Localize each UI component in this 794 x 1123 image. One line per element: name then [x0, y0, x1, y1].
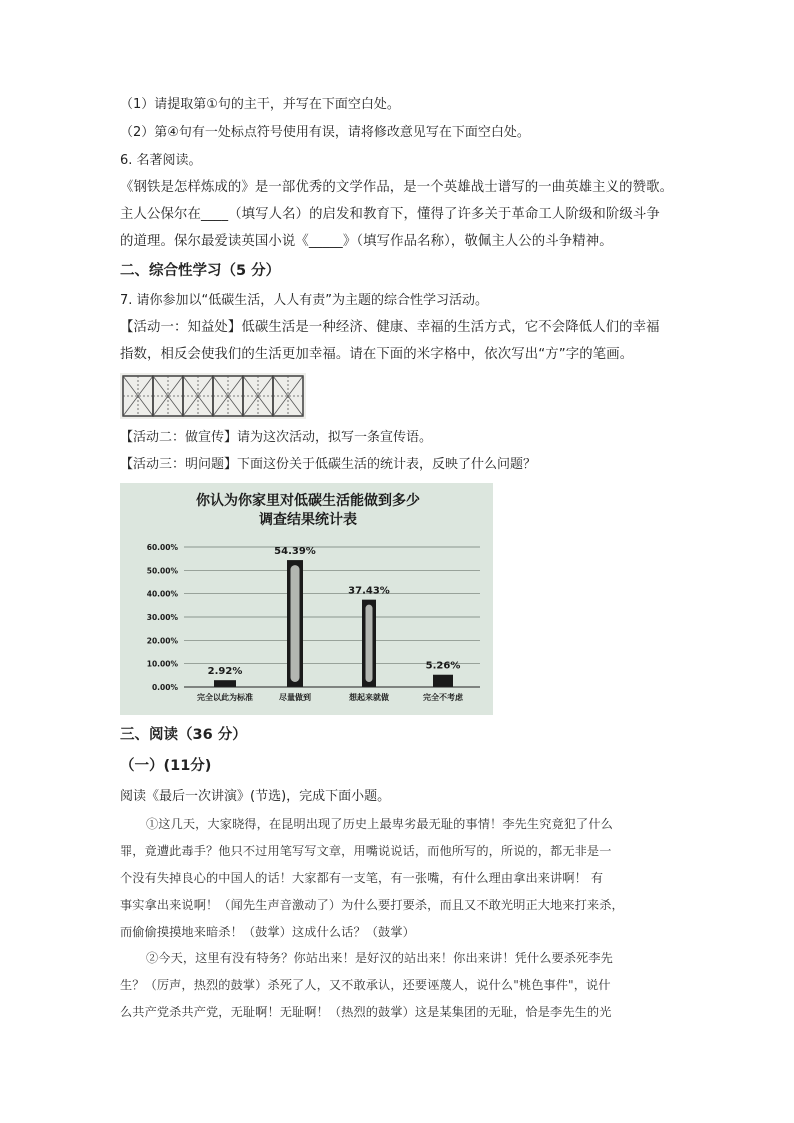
y-tick-label: 30.00%: [146, 613, 178, 622]
passage-line: 事实拿出来说啊！（闻先生声音激动了）为什么要打要杀，而且又不敢光明正大地来打来杀，: [120, 898, 624, 912]
mi-grid-cell[interactable]: [153, 376, 183, 416]
question-6-line-3: 的道理。保尔最爱读英国小说《_____》（填写作品名称），敬佩主人公的斗争精神。: [120, 234, 613, 249]
passage-line: 个没有失掉良心的中国人的话！大家都有一支笔，有一张嘴，有什么理由拿出来讲啊！ 有: [120, 871, 604, 885]
data-label: 54.39%: [274, 546, 316, 558]
question-6-line-2: 主人公保尔在____（填写人名）的启发和教育下，懂得了许多关于革命工人阶级和阶级斗争: [120, 207, 660, 222]
passage-line: 生？（厉声，热烈的鼓掌）杀死了人，又不敢承认，还要诬蔑人，说什么"桃色事件"，说什: [120, 978, 611, 992]
passage-line: ①这几天，大家晓得，在昆明出现了历史上最卑劣最无耻的事情！李先生究竟犯了什么: [146, 817, 613, 831]
chart-bar: [214, 680, 236, 687]
chart-bar: [433, 675, 453, 687]
x-tick-label: 完全不考虑: [423, 693, 463, 702]
question-6-line-1: 《钢铁是怎样炼成的》是一部优秀的文学作品，是一个英雄战士谱写的一曲英雄主义的赞歌。: [120, 180, 674, 195]
passage-line: 么共产党杀共产党，无耻啊！无耻啊！（热烈的鼓掌）这是某集团的无耻，恰是李先生的光: [120, 1005, 612, 1019]
data-label: 5.26%: [425, 660, 461, 672]
chart-title: 你认为你家里对低碳生活能做到多少: [196, 493, 420, 509]
section-3-heading: 三、阅读（36 分）: [120, 727, 247, 743]
mi-grid-cell[interactable]: [273, 376, 303, 416]
chart-bar: [287, 560, 303, 687]
question-7: 7. 请你参加以“低碳生活，人人有责”为主题的综合性学习活动。: [120, 293, 489, 308]
passage-line: ②今天，这里有没有特务？你站出来！是好汉的站出来！你出来讲！凭什么要杀死李先: [146, 951, 613, 965]
chart-bars: [214, 560, 453, 687]
question-5-1: （1）请提取第①句的主干，并写在下面空白处。: [120, 97, 400, 112]
survey-chart-svg: [120, 483, 493, 715]
passage-line: 罪，竟遭此毒手？他只不过用笔写写文章，用嘴说说话，而他所写的，所说的，都无非是一: [120, 844, 612, 858]
y-tick-label: 20.00%: [146, 636, 178, 646]
chart-data-labels: [208, 546, 461, 677]
activity-1-line-1: 【活动一：知益处】低碳生活是一种经济、健康、幸福的生活方式，它不会降低人们的幸福: [120, 320, 660, 335]
mi-grid-cell[interactable]: [213, 376, 243, 416]
chart-subtitle: 调查结果统计表: [259, 512, 357, 528]
y-tick-label: 0.00%: [151, 683, 178, 692]
activity-1-line-2: 指数，相反会使我们的生活更加幸福。请在下面的米字格中，依次写出“方”字的笔画。: [120, 347, 634, 362]
question-6-title: 6. 名著阅读。: [120, 153, 202, 168]
y-tick-label: 40.00%: [146, 589, 178, 599]
y-tick-label: 60.00%: [146, 543, 178, 552]
mi-character-grid[interactable]: [120, 373, 306, 419]
y-tick-label: 10.00%: [146, 659, 178, 669]
survey-chart: [120, 483, 493, 715]
mi-grid-cell[interactable]: [183, 376, 213, 416]
mi-grid-graphic: [120, 373, 306, 419]
data-label: 2.92%: [207, 666, 243, 678]
question-5-2: （2）第④句有一处标点符号使用有误，请将修改意见写在下面空白处。: [120, 125, 530, 140]
chart-y-axis: [147, 543, 179, 692]
chart-x-axis: [184, 687, 480, 702]
x-tick-label: 想起来就做: [349, 693, 389, 702]
y-tick-label: 50.00%: [146, 566, 178, 576]
activity-3: 【活动三：明问题】下面这份关于低碳生活的统计表，反映了什么问题？: [120, 457, 537, 472]
section-2-heading: 二、综合性学习（5 分）: [120, 263, 281, 279]
data-label: 37.43%: [348, 585, 390, 597]
chart-bar: [362, 600, 376, 687]
reading-intro: 阅读《最后一次讲演》(节选)，完成下面小题。: [120, 789, 391, 804]
section-3-sub-1: （一）(11分): [120, 758, 212, 774]
x-tick-label: 完全以此为标准: [197, 693, 253, 702]
mi-grid-cell[interactable]: [243, 376, 273, 416]
mi-grid-cell[interactable]: [123, 376, 153, 416]
activity-2: 【活动二：做宣传】请为这次活动，拟写一条宣传语。: [120, 430, 433, 445]
x-tick-label: 尽量做到: [279, 693, 311, 702]
passage-line: 而偷偷摸摸地来暗杀！（鼓掌）这成什么话？（鼓掌）: [120, 925, 415, 939]
